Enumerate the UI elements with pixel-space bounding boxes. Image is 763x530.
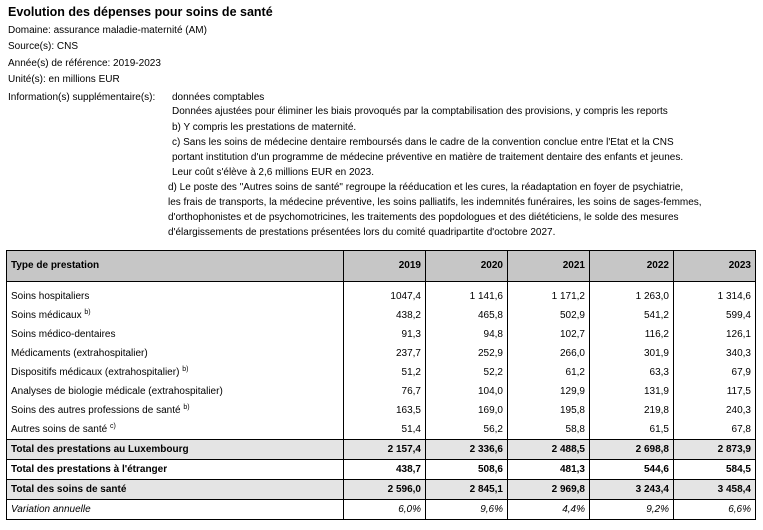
total-row-etranger (7, 460, 756, 480)
row-value: 3 243,4 (590, 480, 674, 500)
row-label (7, 306, 344, 325)
row-label (7, 344, 344, 363)
col-header-year: 2023 (674, 251, 756, 282)
row-value: 63,3 (590, 363, 674, 382)
row-label-text: Total des soins de santé (11, 484, 127, 495)
row-value: 56,2 (426, 420, 508, 440)
page-title: Evolution des dépenses pour soins de santé (8, 5, 273, 19)
table-row (7, 287, 756, 306)
row-value: 2 845,1 (426, 480, 508, 500)
row-value: 195,8 (508, 401, 590, 420)
row-value: 76,7 (344, 382, 426, 401)
row-value: 61,2 (508, 363, 590, 382)
row-label-text: Analyses de biologie médicale (extrahospitalier) (11, 386, 223, 397)
row-value: 2 336,6 (426, 440, 508, 460)
row-label (7, 440, 344, 460)
row-value: 2 698,8 (590, 440, 674, 460)
row-value: 52,2 (426, 363, 508, 382)
table-row (7, 344, 756, 363)
row-value: 129,9 (508, 382, 590, 401)
row-value: 9,2% (590, 500, 674, 520)
meta-annees: Année(s) de référence: 2019-2023 (8, 58, 161, 69)
note-d-line1: d) Le poste des "Autres soins de santé" regroupe la rééducation et les cures, la réadaptation en foyer de psychiatrie, (168, 182, 684, 193)
row-value: 2 969,8 (508, 480, 590, 500)
row-value: 51,2 (344, 363, 426, 382)
row-value: 465,8 (426, 306, 508, 325)
row-label-text: Autres soins de santé (11, 424, 108, 435)
row-value: 4,4% (508, 500, 590, 520)
col-header-year: 2021 (508, 251, 590, 282)
row-value: 541,2 (590, 306, 674, 325)
row-label (7, 420, 344, 440)
row-value: 6,6% (674, 500, 756, 520)
row-value: 2 873,9 (674, 440, 756, 460)
total-row-soins (7, 480, 756, 500)
footnote-marker: c) (109, 423, 116, 430)
row-label-text: Médicaments (extrahospitalier) (11, 348, 148, 359)
meta-info-label: Information(s) supplémentaire(s): (8, 92, 156, 103)
row-label-text: Total des prestations à l'étranger (11, 464, 168, 475)
footnote-marker: b) (182, 366, 189, 373)
row-label (7, 500, 344, 520)
row-value: 2 157,4 (344, 440, 426, 460)
row-label-text: Soins hospitaliers (11, 291, 90, 302)
row-value: 219,8 (590, 401, 674, 420)
meta-info-first: données comptables (172, 92, 265, 103)
expenses-table (6, 250, 756, 520)
note-d-line4: d'élargissements de prestations présentées lors du comité quadripartite d'octobre 2027. (168, 227, 556, 238)
row-value: 67,8 (674, 420, 756, 440)
table-row (7, 420, 756, 440)
note-d-line3: d'orthophonistes et de psychomotricines, les traitements des popdologues et des diététiciens, le solde des mesures (168, 212, 679, 223)
col-header-year: 2019 (344, 251, 426, 282)
col-header-year: 2020 (426, 251, 508, 282)
meta-unites: Unité(s): en millions EUR (8, 74, 120, 85)
note-b-line1: b) Y compris les prestations de maternité. (172, 122, 357, 133)
row-value: 438,2 (344, 306, 426, 325)
row-value: 1047,4 (344, 287, 426, 306)
row-label-text: Variation annuelle (11, 504, 91, 515)
row-label-text: Soins médico-dentaires (11, 329, 116, 340)
row-label-text: Soins des autres professions de santé (11, 405, 181, 416)
row-value: 252,9 (426, 344, 508, 363)
row-value: 9,6% (426, 500, 508, 520)
variation-row (7, 500, 756, 520)
table-row (7, 382, 756, 401)
table-row (7, 306, 756, 325)
row-value: 104,0 (426, 382, 508, 401)
row-value: 544,6 (590, 460, 674, 480)
row-value: 102,7 (508, 325, 590, 344)
row-label (7, 401, 344, 420)
row-value: 58,8 (508, 420, 590, 440)
row-value: 508,6 (426, 460, 508, 480)
row-label (7, 382, 344, 401)
table-row (7, 363, 756, 382)
row-value: 599,4 (674, 306, 756, 325)
row-label-text: Total des prestations au Luxembourg (11, 444, 189, 455)
row-value: 131,9 (590, 382, 674, 401)
table-row (7, 401, 756, 420)
row-value: 94,8 (426, 325, 508, 344)
row-value: 91,3 (344, 325, 426, 344)
total-row-luxembourg (7, 440, 756, 460)
row-label-text: Soins médicaux (11, 310, 82, 321)
table-header-row (7, 251, 756, 282)
row-label (7, 460, 344, 480)
row-value: 51,4 (344, 420, 426, 440)
note-a-line1: Données ajustées pour éliminer les biais provoqués par la comptabilisation des provisions, y compris les reports (172, 106, 668, 117)
col-header-year: 2022 (590, 251, 674, 282)
table-row (7, 325, 756, 344)
row-value: 67,9 (674, 363, 756, 382)
row-value: 481,3 (508, 460, 590, 480)
row-value: 301,9 (590, 344, 674, 363)
row-value: 1 141,6 (426, 287, 508, 306)
row-value: 340,3 (674, 344, 756, 363)
row-value: 2 488,5 (508, 440, 590, 460)
row-value: 163,5 (344, 401, 426, 420)
row-value: 61,5 (590, 420, 674, 440)
row-label (7, 287, 344, 306)
row-value: 266,0 (508, 344, 590, 363)
row-value: 3 458,4 (674, 480, 756, 500)
row-value: 117,5 (674, 382, 756, 401)
row-value: 502,9 (508, 306, 590, 325)
row-value: 116,2 (590, 325, 674, 344)
col-header-type: Type de prestation (7, 251, 344, 282)
row-label (7, 363, 344, 382)
note-c-line3: Leur coût s'élève à 2,6 millions EUR en 2023. (172, 167, 375, 178)
row-value: 240,3 (674, 401, 756, 420)
row-label (7, 480, 344, 500)
meta-domaine: Domaine: assurance maladie-maternité (AM) (8, 25, 207, 36)
row-value: 1 171,2 (508, 287, 590, 306)
row-value: 2 596,0 (344, 480, 426, 500)
note-c-line1: c) Sans les soins de médecine dentaire remboursés dans le cadre de la convention conclue entre l'Etat et la CNS (172, 137, 674, 148)
row-label (7, 325, 344, 344)
row-value: 1 314,6 (674, 287, 756, 306)
note-c-line2: portant institution d'un programme de médecine préventive en matière de traitement dentaire des enfants et jeunes. (172, 152, 684, 163)
row-value: 6,0% (344, 500, 426, 520)
row-value: 438,7 (344, 460, 426, 480)
footnote-marker: b) (183, 404, 190, 411)
footnote-marker: b) (84, 309, 91, 316)
row-value: 1 263,0 (590, 287, 674, 306)
row-label-text: Dispositifs médicaux (extrahospitalier) (11, 367, 180, 378)
row-value: 126,1 (674, 325, 756, 344)
note-d-line2: les frais de transports, la médecine préventive, les soins palliatifs, les indemnités funéraires, les soins de sages-femmes, (168, 197, 702, 208)
meta-sources: Source(s): CNS (8, 41, 79, 52)
row-value: 237,7 (344, 344, 426, 363)
row-value: 584,5 (674, 460, 756, 480)
row-value: 169,0 (426, 401, 508, 420)
